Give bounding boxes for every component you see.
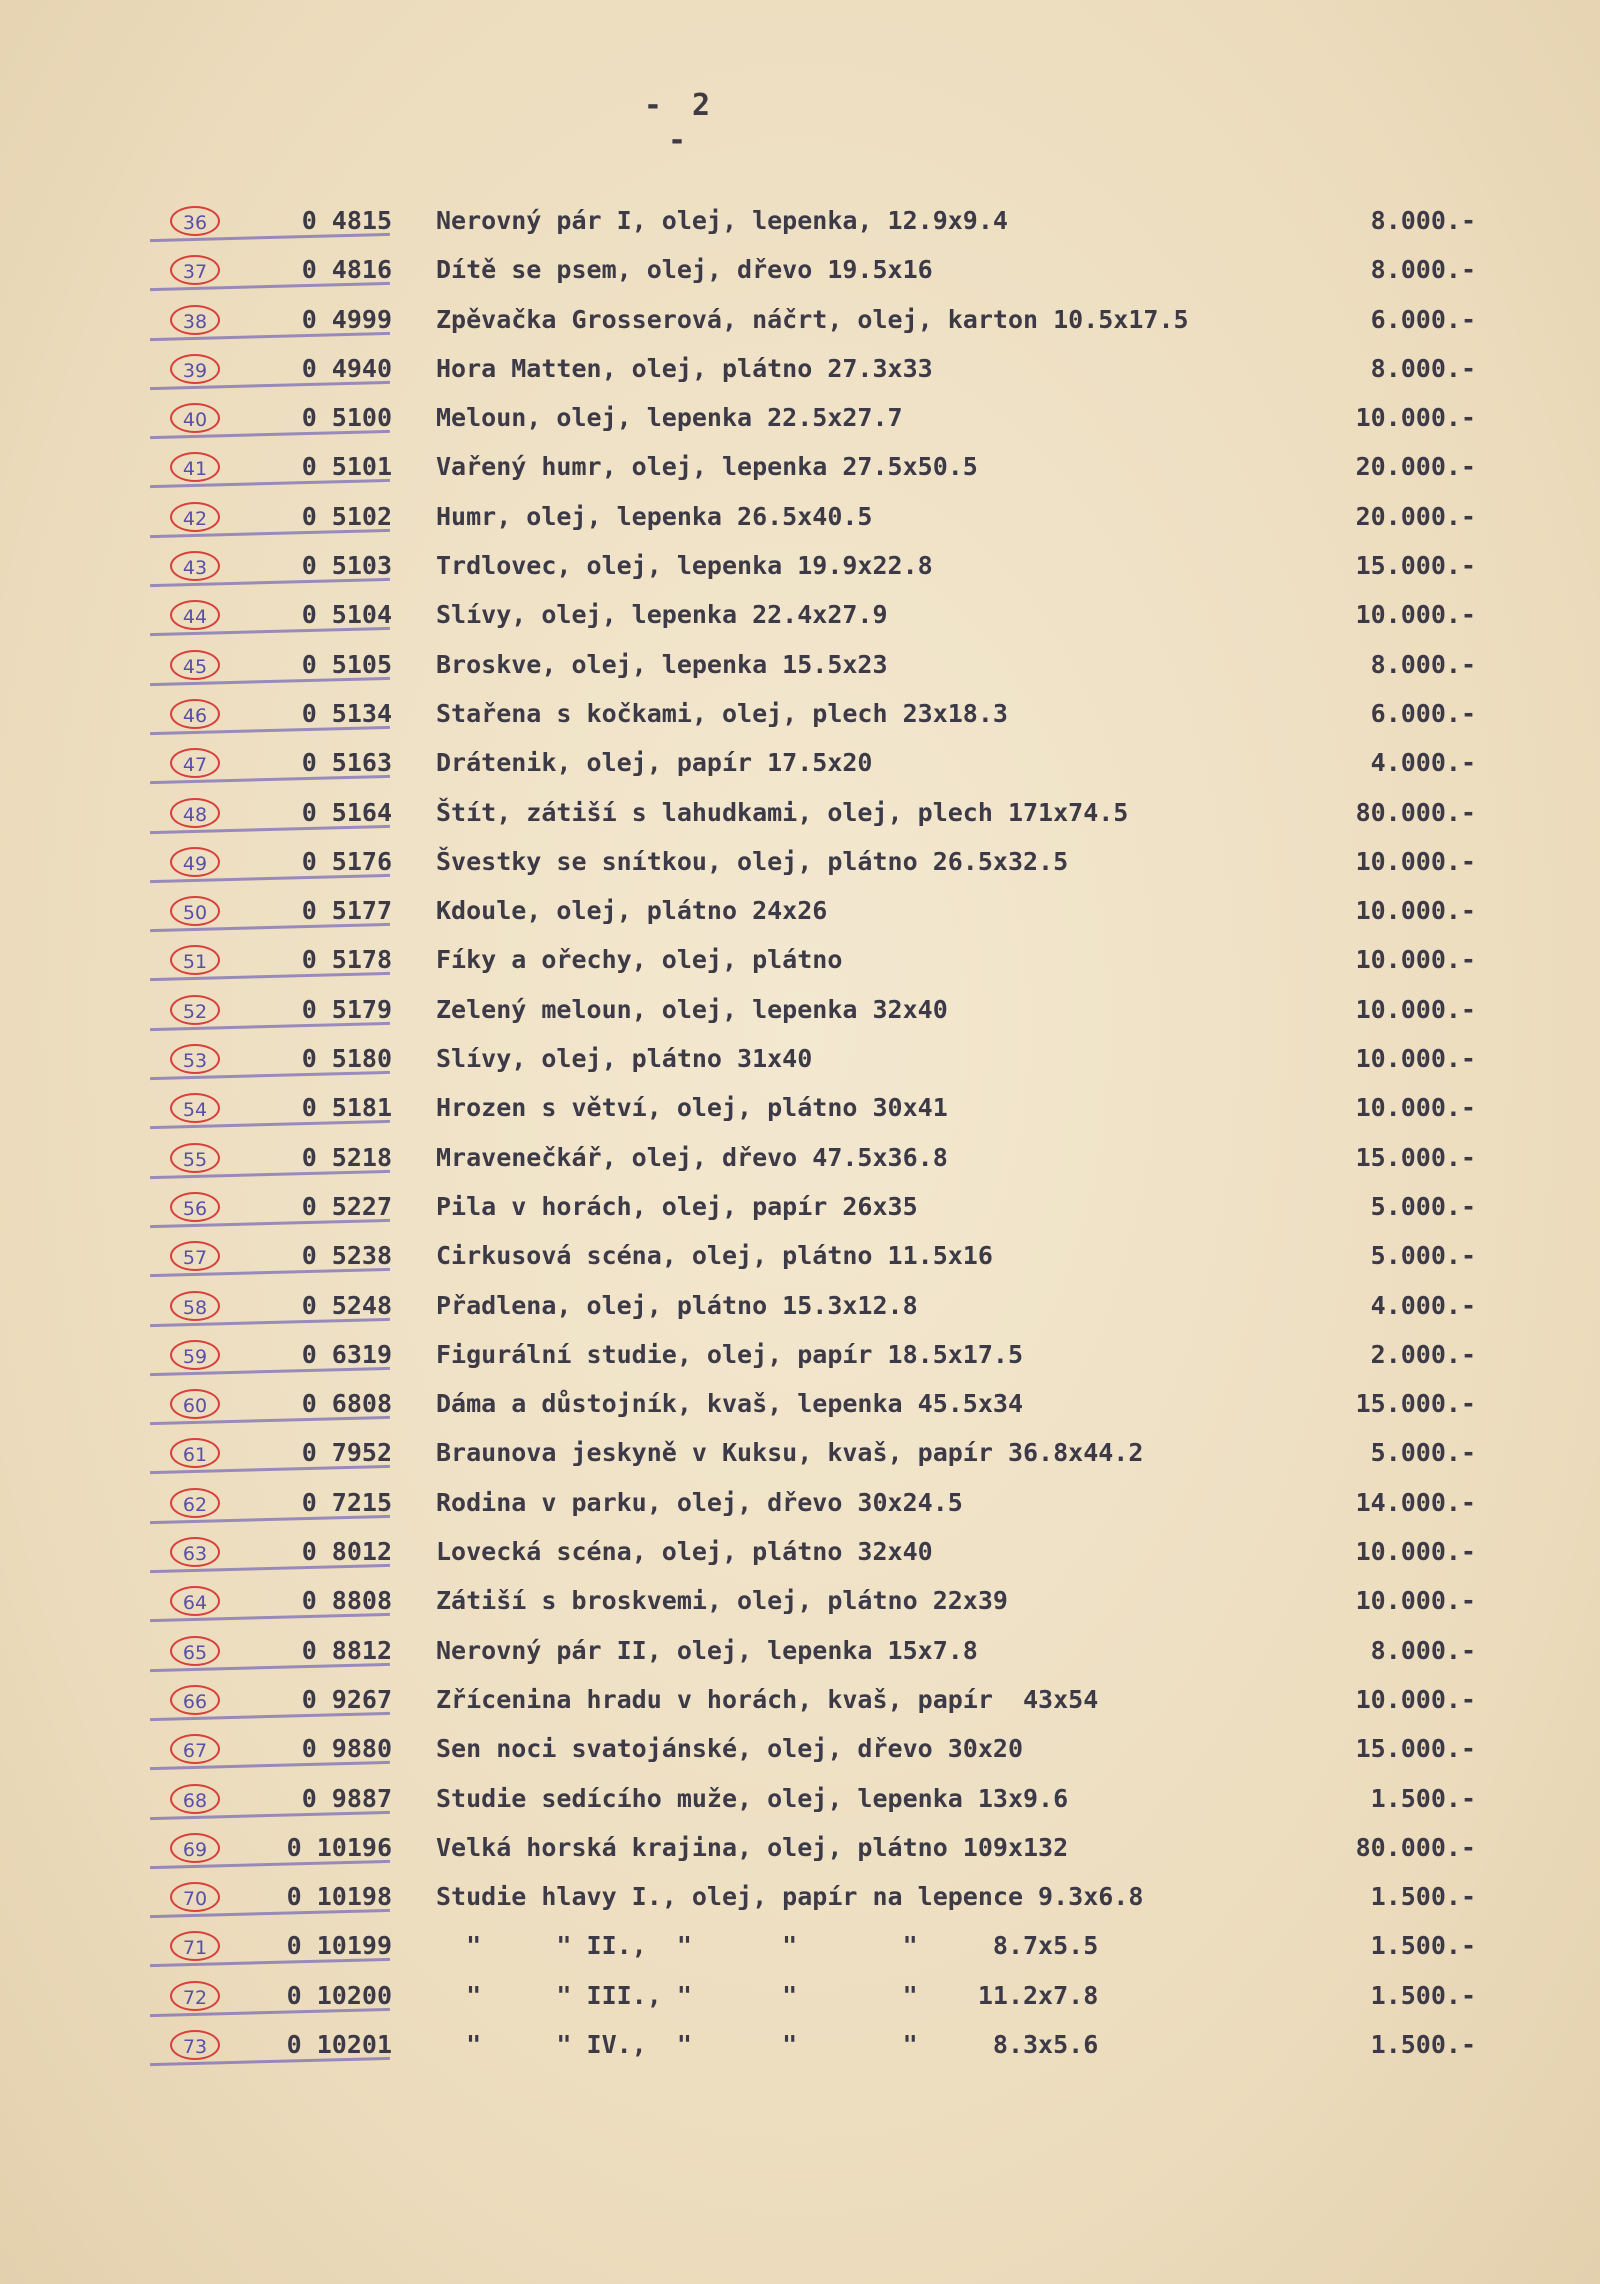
list-item	[0, 1774, 1600, 1823]
list-item	[0, 344, 1600, 393]
handwritten-item-number: 72	[170, 1981, 220, 2011]
list-item	[0, 245, 1600, 294]
artwork-price: 8.000.-	[1370, 255, 1476, 285]
artwork-description: Lovecká scéna, olej, plátno 32x40	[436, 1537, 933, 1567]
artwork-description: Nerovný pár I, olej, lepenka, 12.9x9.4	[436, 206, 1008, 235]
artwork-description: Studie sedícího muže, olej, lepenka 13x9.6	[436, 1783, 1069, 1813]
artwork-description: Figurální studie, olej, papír 18.5x17.5	[436, 1339, 1023, 1369]
artwork-price: 15.000.-	[1355, 1142, 1476, 1172]
artwork-price: 8.000.-	[1370, 1635, 1476, 1665]
artwork-price: 80.000.-	[1355, 797, 1476, 827]
artwork-price: 10.000.-	[1355, 403, 1476, 433]
list-item	[0, 640, 1600, 689]
inventory-number: 0 5227	[301, 1191, 392, 1221]
artwork-description: Kdoule, olej, plátno 24x26	[436, 896, 828, 926]
artwork-price: 8.000.-	[1370, 353, 1476, 383]
list-item	[0, 1133, 1600, 1182]
artwork-description: Drátenik, olej, papír 17.5x20	[436, 748, 873, 778]
inventory-number: 0 5238	[301, 1241, 392, 1271]
list-item	[0, 295, 1600, 344]
handwritten-item-number: 45	[170, 650, 220, 680]
list-item	[0, 492, 1600, 541]
artwork-description: Braunova jeskyně v Kuksu, kvaš, papír 36.8x44.2	[436, 1438, 1144, 1468]
inventory-number: 0 7952	[301, 1438, 392, 1468]
inventory-number: 0 5180	[301, 1044, 392, 1074]
artwork-description: Švestky se snítkou, olej, plátno 26.5x32.5	[436, 846, 1069, 876]
list-item	[0, 1182, 1600, 1231]
artwork-description: Hrozen s větví, olej, plátno 30x41	[436, 1093, 948, 1123]
handwritten-item-number: 62	[170, 1488, 220, 1518]
artwork-description: Broskve, olej, lepenka 15.5x23	[436, 649, 888, 679]
handwritten-item-number: 60	[170, 1389, 220, 1419]
artwork-description: Stařena s kočkami, olej, plech 23x18.3	[436, 698, 1008, 728]
artwork-description: Štít, zátiší s lahudkami, olej, plech 171x74.5	[436, 797, 1129, 827]
handwritten-item-number: 73	[170, 2030, 220, 2060]
inventory-number: 0 10201	[286, 2029, 392, 2059]
artwork-description: Zátiší s broskvemi, olej, plátno 22x39	[436, 1586, 1008, 1616]
handwritten-item-number: 44	[170, 600, 220, 630]
inventory-number: 0 7215	[301, 1487, 392, 1517]
artwork-description: Pila v horách, olej, papír 26x35	[436, 1191, 918, 1221]
artwork-price: 5.000.-	[1370, 1191, 1476, 1221]
artwork-price: 6.000.-	[1370, 304, 1476, 334]
inventory-number: 0 5100	[301, 403, 392, 433]
artwork-price: 14.000.-	[1355, 1487, 1476, 1517]
list-item	[0, 1971, 1600, 2020]
handwritten-item-number: 38	[170, 305, 220, 335]
artwork-price: 5.000.-	[1370, 1438, 1476, 1468]
handwritten-item-number: 63	[170, 1537, 220, 1567]
list-item	[0, 1576, 1600, 1625]
handwritten-item-number: 56	[170, 1192, 220, 1222]
handwritten-item-number: 39	[170, 354, 220, 384]
handwritten-item-number: 47	[170, 748, 220, 778]
list-item	[0, 442, 1600, 491]
artwork-price: 10.000.-	[1355, 1684, 1476, 1714]
handwritten-item-number: 66	[170, 1685, 220, 1715]
artwork-description: Meloun, olej, lepenka 22.5x27.7	[436, 403, 903, 433]
list-item	[0, 1083, 1600, 1132]
inventory-number: 0 5177	[301, 896, 392, 926]
handwritten-item-number: 40	[170, 403, 220, 433]
artwork-price: 1.500.-	[1370, 2029, 1476, 2059]
artwork-description: Studie hlavy I., olej, papír na lepence 9.3x6.8	[436, 1882, 1144, 1912]
handwritten-item-number: 36	[170, 206, 220, 236]
artwork-description: " " IV., " " " 8.3x5.6	[436, 2029, 1099, 2059]
artwork-price: 8.000.-	[1370, 206, 1476, 235]
artwork-description: Zelený meloun, olej, lepenka 32x40	[436, 994, 948, 1024]
handwritten-item-number: 51	[170, 945, 220, 975]
inventory-number: 0 5179	[301, 994, 392, 1024]
handwritten-item-number: 71	[170, 1931, 220, 1961]
handwritten-item-number: 48	[170, 798, 220, 828]
handwritten-item-number: 57	[170, 1241, 220, 1271]
artwork-description: Rodina v parku, olej, dřevo 30x24.5	[436, 1487, 963, 1517]
list-item	[0, 1034, 1600, 1083]
list-item	[0, 1330, 1600, 1379]
handwritten-item-number: 64	[170, 1586, 220, 1616]
handwritten-item-number: 70	[170, 1882, 220, 1912]
artwork-price: 4.000.-	[1370, 748, 1476, 778]
handwritten-item-number: 54	[170, 1093, 220, 1123]
inventory-number: 0 5101	[301, 452, 392, 482]
inventory-number: 0 8808	[301, 1586, 392, 1616]
artwork-price: 1.500.-	[1370, 1783, 1476, 1813]
inventory-number: 0 5178	[301, 945, 392, 975]
artwork-price: 20.000.-	[1355, 452, 1476, 482]
artwork-price: 10.000.-	[1355, 1586, 1476, 1616]
artwork-description: Vařený humr, olej, lepenka 27.5x50.5	[436, 452, 978, 482]
inventory-number: 0 5103	[301, 551, 392, 581]
artwork-list	[0, 196, 1600, 2069]
artwork-price: 10.000.-	[1355, 1537, 1476, 1567]
handwritten-item-number: 53	[170, 1044, 220, 1074]
inventory-number: 0 4815	[301, 206, 392, 235]
inventory-number: 0 4999	[301, 304, 392, 334]
artwork-price: 10.000.-	[1355, 1093, 1476, 1123]
handwritten-item-number: 50	[170, 896, 220, 926]
inventory-number: 0 5105	[301, 649, 392, 679]
list-item	[0, 196, 1600, 245]
artwork-price: 5.000.-	[1370, 1241, 1476, 1271]
artwork-price: 10.000.-	[1355, 896, 1476, 926]
handwritten-item-number: 43	[170, 551, 220, 581]
artwork-description: Slívy, olej, lepenka 22.4x27.9	[436, 600, 888, 630]
inventory-number: 0 5176	[301, 846, 392, 876]
artwork-price: 1.500.-	[1370, 1931, 1476, 1961]
handwritten-item-number: 42	[170, 502, 220, 532]
list-item	[0, 1379, 1600, 1428]
handwritten-item-number: 58	[170, 1291, 220, 1321]
artwork-price: 2.000.-	[1370, 1339, 1476, 1369]
inventory-number: 0 8012	[301, 1537, 392, 1567]
handwritten-item-number: 59	[170, 1340, 220, 1370]
handwritten-item-number: 67	[170, 1734, 220, 1764]
artwork-description: Zpěvačka Grosserová, náčrt, olej, karton 10.5x17.5	[436, 304, 1189, 334]
handwritten-item-number: 55	[170, 1143, 220, 1173]
inventory-number: 0 9887	[301, 1783, 392, 1813]
list-item	[0, 1823, 1600, 1872]
list-item	[0, 393, 1600, 442]
artwork-description: Mravenečkář, olej, dřevo 47.5x36.8	[436, 1142, 948, 1172]
list-item	[0, 2020, 1600, 2069]
inventory-number: 0 5134	[301, 698, 392, 728]
list-item	[0, 1281, 1600, 1330]
artwork-description: Fíky a ořechy, olej, plátno	[436, 945, 843, 975]
artwork-price: 10.000.-	[1355, 846, 1476, 876]
handwritten-item-number: 46	[170, 699, 220, 729]
list-item	[0, 689, 1600, 738]
inventory-number: 0 5104	[301, 600, 392, 630]
inventory-number: 0 10199	[286, 1931, 392, 1961]
artwork-price: 15.000.-	[1355, 551, 1476, 581]
inventory-number: 0 6319	[301, 1339, 392, 1369]
page-number: - 2 -	[643, 88, 717, 158]
artwork-description: Dítě se psem, olej, dřevo 19.5x16	[436, 255, 933, 285]
inventory-number: 0 5181	[301, 1093, 392, 1123]
artwork-description: Hora Matten, olej, plátno 27.3x33	[436, 353, 933, 383]
artwork-description: Velká horská krajina, olej, plátno 109x132	[436, 1832, 1069, 1862]
list-item	[0, 541, 1600, 590]
artwork-price: 10.000.-	[1355, 994, 1476, 1024]
handwritten-item-number: 68	[170, 1784, 220, 1814]
handwritten-item-number: 61	[170, 1438, 220, 1468]
list-item	[0, 590, 1600, 639]
list-item	[0, 1872, 1600, 1921]
handwritten-item-number: 49	[170, 847, 220, 877]
artwork-price: 1.500.-	[1370, 1980, 1476, 2010]
artwork-description: Cirkusová scéna, olej, plátno 11.5x16	[436, 1241, 993, 1271]
handwritten-item-number: 41	[170, 452, 220, 482]
inventory-number: 0 6808	[301, 1389, 392, 1419]
artwork-price: 8.000.-	[1370, 649, 1476, 679]
artwork-price: 1.500.-	[1370, 1882, 1476, 1912]
list-item	[0, 837, 1600, 886]
inventory-number: 0 10200	[286, 1980, 392, 2010]
list-item	[0, 1527, 1600, 1576]
list-item	[0, 1675, 1600, 1724]
inventory-number: 0 5163	[301, 748, 392, 778]
artwork-price: 6.000.-	[1370, 698, 1476, 728]
artwork-price: 15.000.-	[1355, 1734, 1476, 1764]
artwork-description: Zřícenina hradu v horách, kvaš, papír 43x54	[436, 1684, 1099, 1714]
artwork-description: Humr, olej, lepenka 26.5x40.5	[436, 501, 873, 531]
handwritten-item-number: 37	[170, 255, 220, 285]
inventory-number: 0 5248	[301, 1290, 392, 1320]
list-item	[0, 1626, 1600, 1675]
inventory-number: 0 8812	[301, 1635, 392, 1665]
artwork-price: 20.000.-	[1355, 501, 1476, 531]
inventory-number: 0 4816	[301, 255, 392, 285]
list-item	[0, 1921, 1600, 1970]
artwork-price: 15.000.-	[1355, 1389, 1476, 1419]
artwork-price: 4.000.-	[1370, 1290, 1476, 1320]
inventory-number: 0 5102	[301, 501, 392, 531]
inventory-number: 0 4940	[301, 353, 392, 383]
list-item	[0, 1231, 1600, 1280]
list-item	[0, 1478, 1600, 1527]
artwork-description: Dáma a důstojník, kvaš, lepenka 45.5x34	[436, 1389, 1023, 1419]
inventory-number: 0 10196	[286, 1832, 392, 1862]
inventory-number: 0 10198	[286, 1882, 392, 1912]
list-item	[0, 1428, 1600, 1477]
handwritten-item-number: 65	[170, 1636, 220, 1666]
artwork-price: 10.000.-	[1355, 1044, 1476, 1074]
list-item	[0, 985, 1600, 1034]
list-item	[0, 935, 1600, 984]
artwork-description: Slívy, olej, plátno 31x40	[436, 1044, 813, 1074]
handwritten-item-number: 52	[170, 995, 220, 1025]
list-item	[0, 738, 1600, 787]
inventory-number: 0 9880	[301, 1734, 392, 1764]
artwork-price: 10.000.-	[1355, 945, 1476, 975]
inventory-number: 0 5218	[301, 1142, 392, 1172]
artwork-price: 80.000.-	[1355, 1832, 1476, 1862]
list-item	[0, 886, 1600, 935]
list-item	[0, 1724, 1600, 1773]
list-item	[0, 788, 1600, 837]
artwork-price: 10.000.-	[1355, 600, 1476, 630]
artwork-description: " " II., " " " 8.7x5.5	[436, 1931, 1099, 1961]
artwork-description: Nerovný pár II, olej, lepenka 15x7.8	[436, 1635, 978, 1665]
inventory-number: 0 5164	[301, 797, 392, 827]
inventory-number: 0 9267	[301, 1684, 392, 1714]
artwork-description: Přadlena, olej, plátno 15.3x12.8	[436, 1290, 918, 1320]
handwritten-item-number: 69	[170, 1833, 220, 1863]
artwork-description: Sen noci svatojánské, olej, dřevo 30x20	[436, 1734, 1023, 1764]
artwork-description: " " III., " " " 11.2x7.8	[436, 1980, 1099, 2010]
artwork-description: Trdlovec, olej, lepenka 19.9x22.8	[436, 551, 933, 581]
